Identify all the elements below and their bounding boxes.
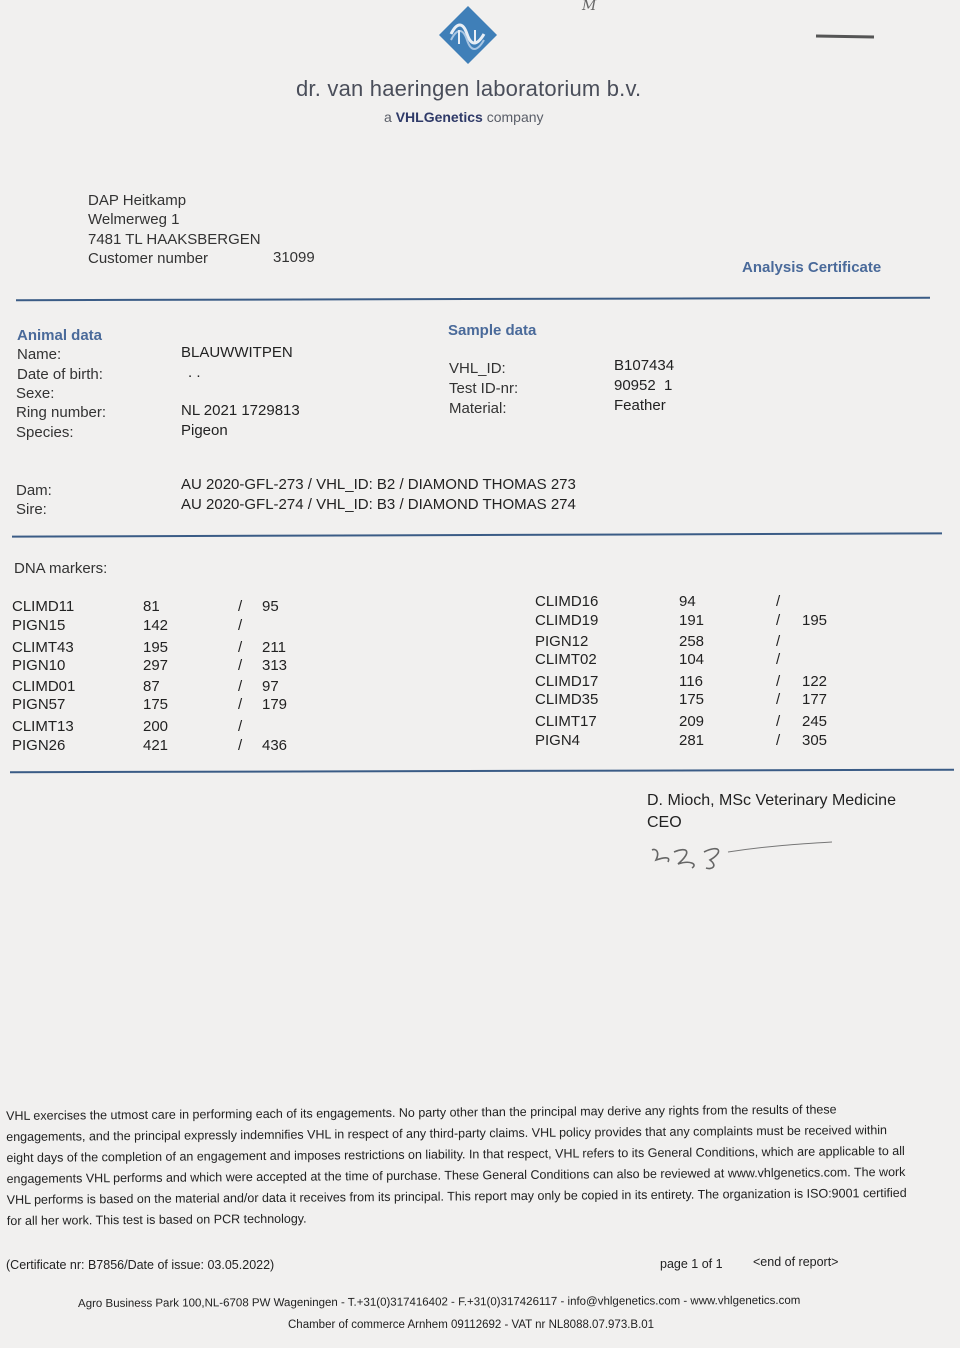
customer-number-label: Customer number [88,250,209,267]
company-subtitle [384,109,544,125]
sample-data-heading: Sample data [448,322,537,339]
divider-top [16,297,930,301]
allele-value: 313 [262,657,288,674]
dam-label: Dam: [16,482,52,499]
test-id-value: 90952 1 [614,377,673,394]
certificate-title: Analysis Certificate [742,259,882,276]
allele-value: 245 [802,713,828,730]
allele-separator: / [776,612,781,629]
allele-value: 81 [143,598,160,615]
dna-marker-name: CLIMD16 [535,593,599,610]
allele-value: 175 [143,696,169,713]
allele-separator: / [776,651,781,668]
dna-marker-name: PIGN26 [12,737,66,754]
allele-value: 305 [802,732,828,749]
sexe-label: Sexe: [16,385,55,402]
name-value: BLAUWWITPEN [181,344,293,361]
certificate-info: (Certificate nr: B7856/Date of issue: 03.05.2022) [6,1258,275,1272]
allele-value: 177 [802,691,828,708]
allele-value: 436 [262,737,288,754]
customer-number-value: 31099 [273,249,315,266]
sub-suffix: company [482,109,544,125]
allele-separator: / [238,718,243,735]
allele-separator: / [238,639,243,656]
allele-separator: / [776,593,781,610]
allele-separator: / [238,598,243,615]
allele-value: 104 [679,651,705,668]
dna-marker-name: PIGN15 [12,617,66,634]
animal-data-heading: Animal data [17,327,103,344]
end-of-report: <end of report> [753,1255,839,1269]
footer-chamber: Chamber of commerce Arnhem 09112692 - VAT nr NL8088.07.973.B.01 [288,1319,655,1331]
allele-separator: / [776,673,781,690]
dna-marker-name: CLIMT17 [535,713,597,730]
customer-city: 7481 TL HAAKSBERGEN [88,231,261,248]
allele-separator: / [238,657,243,674]
dna-marker-name: CLIMT02 [535,651,597,668]
dna-marker-name: CLIMD19 [535,612,599,629]
allele-value: 87 [143,678,160,695]
customer-street: Welmerweg 1 [88,211,180,228]
dam-value: AU 2020-GFL-273 / VHL_ID: B2 / DIAMOND THOMAS 273 [181,476,576,493]
divider-bottom [10,769,954,773]
allele-value: 211 [262,639,286,656]
allele-value: 195 [143,639,169,656]
allele-value: 200 [143,718,169,735]
footer-address: Agro Business Park 100,NL-6708 PW Wageningen - T.+31(0)317416402 - F.+31(0)317426117 - info@vhlgenetics.com - www.vhlgenetics.com [78,1294,801,1310]
divider-middle [12,532,942,537]
allele-value: 95 [262,598,279,615]
company-name: dr. van haeringen laboratorium b.v. [296,76,642,101]
dna-marker-name: CLIMT13 [12,718,74,735]
allele-separator: / [238,617,243,634]
allele-separator: / [776,732,781,749]
allele-separator: / [238,696,243,713]
signatory-title: CEO [647,814,682,831]
material-label: Material: [449,400,507,417]
vhl-logo [437,4,499,66]
allele-value: 191 [679,612,705,629]
allele-value: 258 [679,633,705,650]
dna-marker-name: CLIMT43 [12,639,74,656]
dna-markers-heading: DNA markers: [14,560,108,577]
customer-name: DAP Heitkamp [88,192,187,209]
allele-value: 97 [262,678,279,695]
allele-value: 175 [679,691,705,708]
dna-marker-name: PIGN4 [535,732,581,749]
allele-value: 195 [802,612,828,629]
dna-marker-name: CLIMD35 [535,691,599,708]
dna-marker-name: PIGN57 [12,696,66,713]
page-number: page 1 of 1 [660,1257,723,1271]
allele-separator: / [238,678,243,695]
dob-value: . . [188,364,201,381]
species-label: Species: [16,424,74,441]
allele-value: 142 [143,617,169,634]
dna-marker-name: CLIMD11 [12,598,75,615]
vhl-id-value: B107434 [614,357,675,374]
allele-separator: / [776,713,781,730]
allele-value: 122 [802,673,828,690]
sire-label: Sire: [16,501,47,518]
disclaimer-text: VHL exercises the utmost care in performing each of its engagements. No party other than the principal may derive any rights from the results of these engagements, and the principal expressly indemnifies VHL in respect of any third-party claims. VHL policy provides that any complaints must be received within eight days of the completion of an engagement and imposes restrictions on liability. In that respect, VHL refers to its General Conditions, which are applicable to all engagements VHL performs and which were accepted at the time of purchase. These General Conditions can also be reviewed at www.vhlgenetics.com. The work VHL performs is based on the material and/or data it receives from its principal. This report may only be copied in its entirety. The organization is ISO:9001 certified for all her work. This test is based on PCR technology. [6,1102,907,1228]
ring-value: NL 2021 1729813 [181,402,300,419]
allele-separator: / [776,691,781,708]
species-value: Pigeon [181,422,228,439]
vhl-id-label: VHL_ID: [449,360,506,377]
ring-label: Ring number: [16,404,107,421]
dna-marker-name: PIGN12 [535,633,589,650]
allele-value: 421 [143,737,169,754]
allele-value: 179 [262,696,288,713]
test-id-label: Test ID-nr: [449,380,519,397]
sub-brand: VHLGenetics [395,109,483,125]
signatory-name: D. Mioch, MSc Veterinary Medicine [647,792,896,809]
handwritten-mark: M [582,0,597,14]
sub-prefix: a [384,109,396,125]
dna-marker-name: CLIMD01 [12,678,76,695]
name-label: Name: [17,346,62,363]
allele-separator: / [238,737,243,754]
signature [648,838,838,883]
allele-value: 209 [679,713,705,730]
sire-value: AU 2020-GFL-274 / VHL_ID: B3 / DIAMOND THOMAS 274 [181,496,576,513]
allele-value: 94 [679,593,696,610]
pen-stroke [816,34,874,38]
dna-marker-name: PIGN10 [12,657,66,674]
allele-value: 281 [679,732,705,749]
material-value: Feather [614,397,666,414]
allele-value: 297 [143,657,169,674]
allele-value: 116 [679,673,703,690]
dob-label: Date of birth: [17,366,103,383]
dna-marker-name: CLIMD17 [535,673,599,690]
allele-separator: / [776,633,781,650]
